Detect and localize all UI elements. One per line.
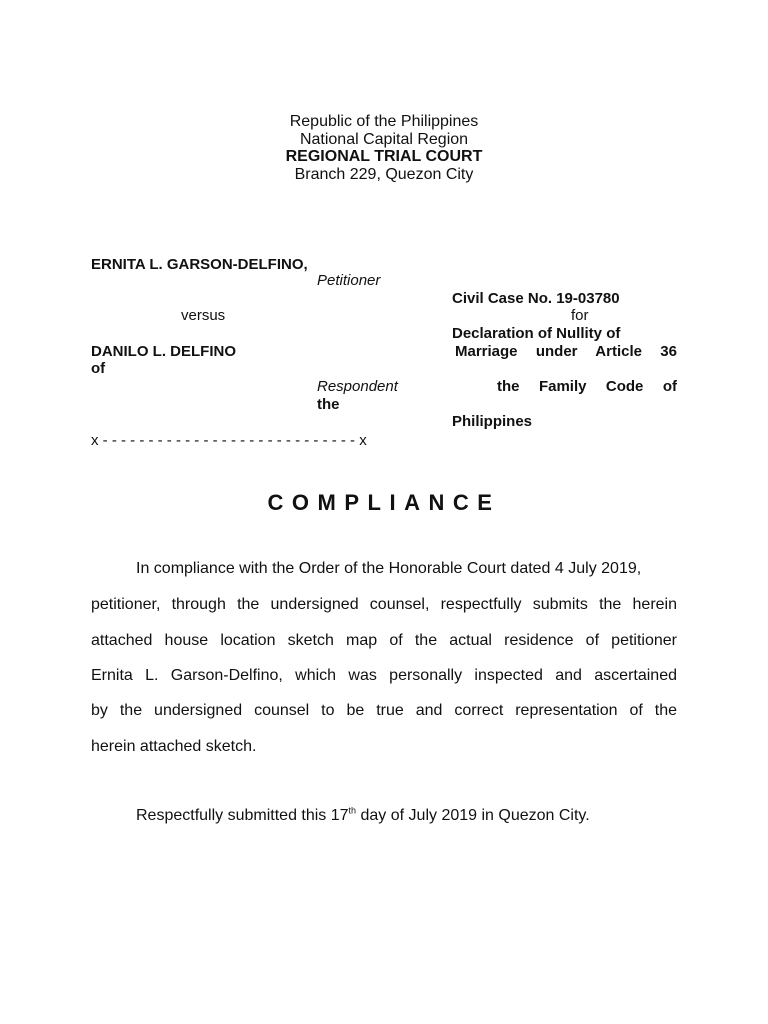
case-number: Civil Case No. 19-03780	[452, 290, 620, 307]
body-line-1: In compliance with the Order of the Honorable Court dated 4 July 2019,	[136, 560, 642, 577]
caption-separator: x - - - - - - - - - - - - - - - - - - - - - - - - - - - - x	[91, 432, 367, 449]
respondent-name: DANILO L. DELFINO	[91, 343, 236, 360]
caption-for: for	[571, 307, 589, 324]
submission-line	[136, 807, 590, 825]
versus-label: versus	[181, 307, 226, 324]
document-title: COMPLIANCE	[267, 490, 501, 515]
body-line-5: by the undersigned counsel to be true and correct representation of the	[91, 702, 677, 719]
submission-ordinal: th	[348, 805, 357, 816]
body-line-3: attached house location sketch map of the actual residence of petitioner	[91, 632, 677, 649]
submission-text-pre: Respectfully submitted this 17	[136, 807, 349, 824]
case-nature-line-2: Marriage under Article 36	[455, 343, 677, 360]
body-line-2: petitioner, through the undersigned counsel, respectfully submits the herein	[91, 596, 677, 613]
court-header	[0, 113, 768, 183]
case-nature-line-4: Philippines	[452, 413, 533, 430]
header-republic: Republic of the Philippines	[289, 113, 479, 130]
case-nature-line-3: the Family Code of	[497, 378, 677, 395]
caption-the: the	[317, 396, 340, 413]
submission-text-post: day of July 2019 in Quezon City.	[356, 807, 590, 824]
header-court: REGIONAL TRIAL COURT	[285, 148, 483, 165]
caption-of: of	[91, 360, 106, 377]
case-nature-line-1: Declaration of Nullity of	[452, 325, 621, 342]
respondent-label: Respondent	[317, 378, 398, 395]
body-line-6: herein attached sketch.	[91, 738, 257, 755]
petitioner-name: ERNITA L. GARSON-DELFINO,	[91, 256, 308, 273]
header-region: National Capital Region	[299, 130, 469, 148]
body-line-4: Ernita L. Garson-Delfino, which was personally inspected and ascertained	[91, 667, 677, 684]
petitioner-label: Petitioner	[317, 272, 381, 289]
header-branch: Branch 229, Quezon City	[294, 165, 474, 183]
